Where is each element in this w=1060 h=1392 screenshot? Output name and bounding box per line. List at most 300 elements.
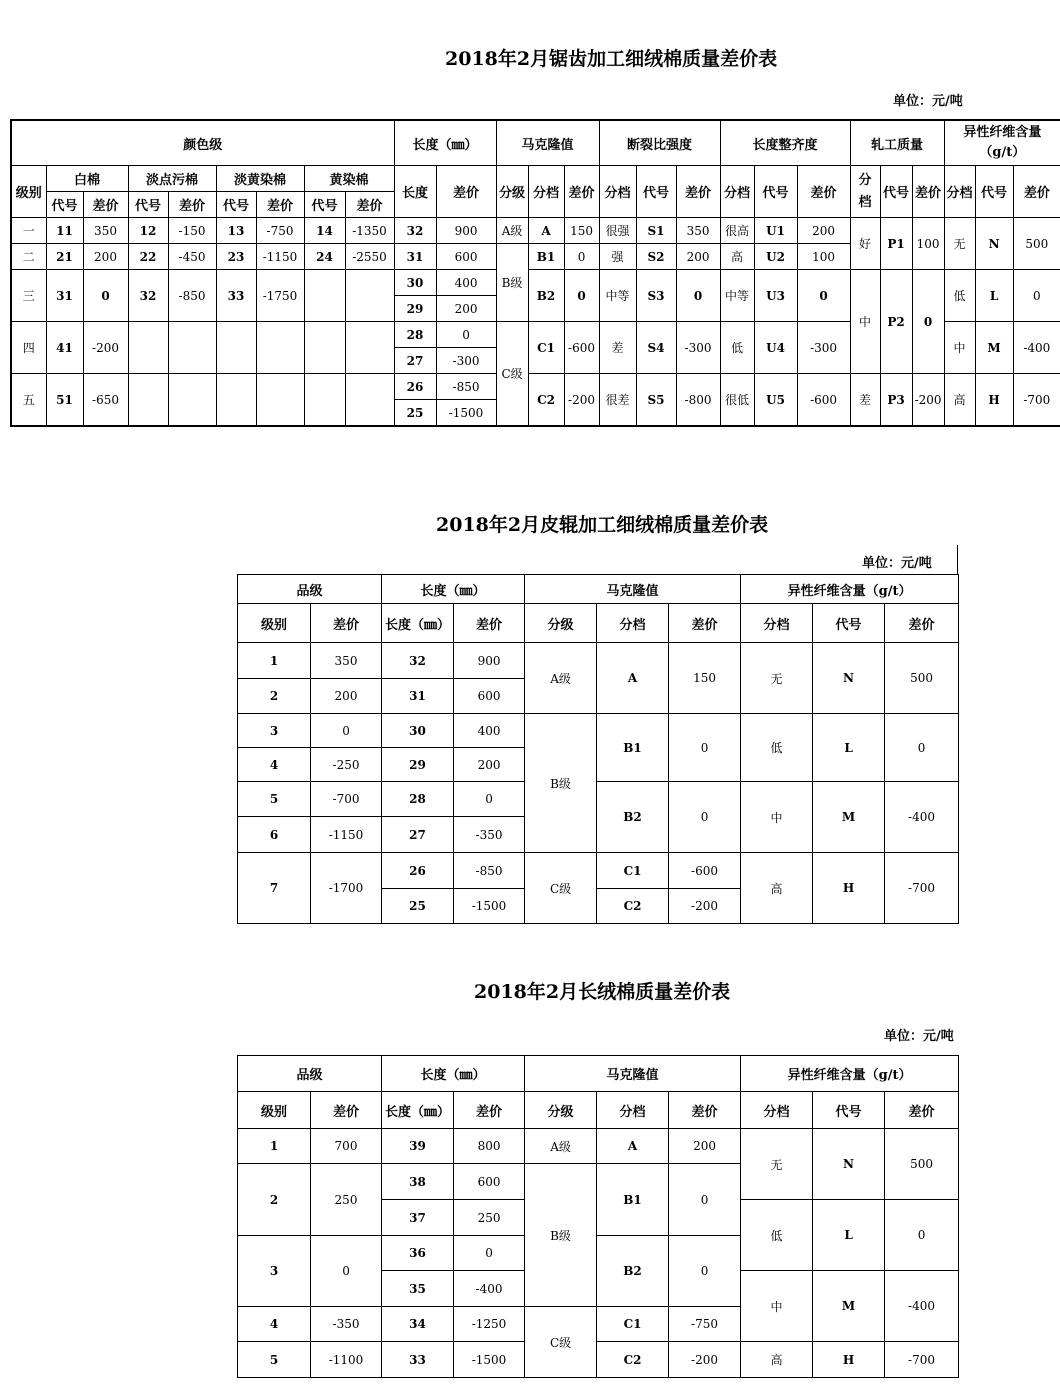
light-yellow-diff-header: 差价 — [256, 192, 304, 218]
strength-diff-cell: 0 — [676, 270, 720, 322]
spotted-diff-cell: -150 — [168, 218, 216, 244]
length-cell: 25 — [382, 889, 454, 924]
spotted-diff-cell: -850 — [168, 270, 216, 322]
length-cell: 38 — [382, 1164, 454, 1200]
length-cell: 33 — [382, 1342, 454, 1378]
mic-diff-cell: -600 — [564, 322, 599, 374]
foreign-level-cell: 低 — [741, 1200, 813, 1271]
foreign-code-header: 代号 — [813, 1092, 885, 1129]
foreign-code-cell: N — [975, 218, 1013, 270]
mic-class-header: 分级 — [496, 166, 528, 218]
length-group-header: 长度（㎜） — [382, 575, 525, 604]
length-diff-cell: 0 — [454, 782, 525, 817]
table-row — [11, 374, 1060, 400]
light-yellow-code-empty — [216, 374, 256, 427]
mic-level-cell: C1 — [597, 1307, 669, 1342]
length-diff-cell: 250 — [454, 1200, 525, 1236]
ginning-level-cell: 中 — [850, 270, 880, 374]
light-yellow-cotton-header: 淡黄染棉 — [216, 166, 304, 192]
foreign-level-cell: 无 — [741, 1129, 813, 1200]
white-diff-cell: 350 — [83, 218, 128, 244]
yellow-code-empty — [304, 374, 345, 427]
long-table-title: 2018年2月长绒棉质量差价表 — [474, 981, 731, 1003]
foreign-fiber-header-line1: 异性纤维含量 — [963, 125, 1042, 140]
foreign-code-cell: M — [813, 1271, 885, 1342]
strength-level-header: 分档 — [599, 166, 636, 218]
length-diff-header: 差价 — [436, 166, 496, 218]
mic-diff-cell: 0 — [669, 1236, 741, 1307]
white-diff-cell: 200 — [83, 244, 128, 270]
foreign-level-header: 分档 — [741, 604, 813, 643]
white-diff-cell: -650 — [83, 374, 128, 427]
mic-class-cell: C级 — [496, 322, 528, 427]
mic-group-header: 马克隆值 — [525, 1056, 741, 1092]
foreign-diff-header: 差价 — [885, 1092, 959, 1129]
grade-cell: 2 — [238, 1164, 311, 1236]
length-diff-cell: -850 — [454, 853, 525, 889]
foreign-diff-cell: -700 — [885, 1342, 959, 1378]
grade-diff-header: 差价 — [311, 604, 382, 643]
strength-diff-cell: 350 — [676, 218, 720, 244]
yellow-cotton-header: 黄染棉 — [304, 166, 394, 192]
uniformity-code-cell: U4 — [754, 322, 797, 374]
light-yellow-diff-cell: -1150 — [256, 244, 304, 270]
mic-class-header: 分级 — [525, 604, 597, 643]
mic-group-header: 马克隆值 — [525, 575, 741, 604]
length-diff-cell: 0 — [454, 1236, 525, 1271]
grade-diff-cell: -350 — [311, 1307, 382, 1342]
grade-header: 级别 — [11, 166, 46, 218]
table-row — [238, 714, 959, 748]
light-yellow-diff-empty — [256, 322, 304, 374]
ginning-level-header-line2: 档 — [858, 194, 872, 210]
light-yellow-code-cell: 23 — [216, 244, 256, 270]
strength-diff-cell: 200 — [676, 244, 720, 270]
length-cell: 27 — [394, 348, 436, 374]
strength-level-cell: 很差 — [599, 374, 636, 427]
ginning-diff-cell: -200 — [912, 374, 944, 427]
grade-cell: 二 — [11, 244, 46, 270]
foreign-code-cell: L — [813, 714, 885, 782]
mic-diff-cell: -200 — [564, 374, 599, 427]
foreign-diff-cell: 0 — [1013, 270, 1060, 322]
ginning-diff-cell: 0 — [912, 270, 944, 374]
uniformity-level-cell: 中等 — [720, 270, 754, 322]
foreign-level-cell: 高 — [741, 1342, 813, 1378]
strength-code-cell: S5 — [636, 374, 676, 427]
grade-diff-cell: -700 — [311, 782, 382, 817]
roller-table-title: 2018年2月皮辊加工细绒棉质量差价表 — [436, 514, 769, 536]
light-yellow-code-header: 代号 — [216, 192, 256, 218]
length-diff-cell: 800 — [454, 1129, 525, 1164]
ginning-code-header: 代号 — [880, 166, 912, 218]
table-row — [238, 1129, 959, 1164]
length-cell: 32 — [394, 218, 436, 244]
foreign-code-header: 代号 — [975, 166, 1013, 218]
light-yellow-diff-cell: -750 — [256, 218, 304, 244]
foreign-code-cell: L — [975, 270, 1013, 322]
mic-level-cell: C1 — [528, 322, 564, 374]
strength-code-cell: S2 — [636, 244, 676, 270]
length-cell: 26 — [394, 374, 436, 400]
yellow-code-empty — [304, 270, 345, 322]
mic-level-cell: C2 — [528, 374, 564, 427]
grade-diff-cell: 700 — [311, 1129, 382, 1164]
color-grade-header: 颜色级 — [11, 120, 394, 166]
length-diff-cell: 200 — [436, 296, 496, 322]
table-row — [238, 853, 959, 889]
strength-level-cell: 强 — [599, 244, 636, 270]
ginning-level-cell: 差 — [850, 374, 880, 427]
mic-level-cell: A — [597, 643, 669, 714]
mic-diff-header: 差价 — [669, 1092, 741, 1129]
grade-cell: 6 — [238, 817, 311, 853]
spotted-code-empty — [128, 322, 168, 374]
saw-table-unit: 单位：元/吨 — [893, 94, 963, 109]
white-cotton-header: 白棉 — [46, 166, 128, 192]
roller-table-unit: 单位：元/吨 — [862, 556, 932, 571]
foreign-diff-cell: 500 — [885, 1129, 959, 1200]
foreign-diff-cell: -700 — [885, 853, 959, 924]
yellow-code-empty — [304, 322, 345, 374]
uniformity-level-header: 分档 — [720, 166, 754, 218]
grade-cell: 1 — [238, 1129, 311, 1164]
grade-cell: 一 — [11, 218, 46, 244]
length-diff-cell: -400 — [454, 1271, 525, 1307]
white-diff-header: 差价 — [83, 192, 128, 218]
spotted-code-empty — [128, 374, 168, 427]
light-yellow-code-cell: 33 — [216, 270, 256, 322]
uniformity-diff-cell: -300 — [797, 322, 850, 374]
spotted-code-cell: 32 — [128, 270, 168, 322]
strength-level-cell: 很强 — [599, 218, 636, 244]
ginning-diff-cell: 100 — [912, 218, 944, 270]
grade-cell: 3 — [238, 1236, 311, 1307]
grade-cell: 四 — [11, 322, 46, 374]
mic-class-cell: B级 — [496, 244, 528, 322]
length-diff-cell: 600 — [454, 679, 525, 714]
mic-level-cell: B2 — [597, 1236, 669, 1307]
ginning-level-header-line1: 分 — [858, 172, 872, 188]
long-price-table — [237, 1055, 959, 1378]
foreign-code-cell: H — [975, 374, 1013, 427]
length-diff-cell: 200 — [454, 748, 525, 782]
foreign-level-cell: 高 — [944, 374, 975, 427]
spotted-diff-empty — [168, 374, 216, 427]
foreign-diff-cell: -400 — [885, 1271, 959, 1342]
table-row — [238, 1342, 959, 1378]
light-yellow-code-cell: 13 — [216, 218, 256, 244]
white-diff-cell: 0 — [83, 270, 128, 322]
strength-diff-cell: -800 — [676, 374, 720, 427]
yellow-diff-cell: -2550 — [345, 244, 394, 270]
length-cell: 25 — [394, 400, 436, 427]
length-diff-cell: -1500 — [454, 889, 525, 924]
grade-diff-cell: -1100 — [311, 1342, 382, 1378]
foreign-code-cell: N — [813, 643, 885, 714]
header-row-2 — [238, 1092, 959, 1129]
spotted-code-header: 代号 — [128, 192, 168, 218]
mic-level-cell: B2 — [528, 270, 564, 322]
ginning-diff-header: 差价 — [912, 166, 944, 218]
grade-diff-cell: 200 — [311, 679, 382, 714]
grade-cell: 4 — [238, 748, 311, 782]
mic-class-cell: C级 — [525, 1307, 597, 1378]
foreign-code-cell: M — [975, 322, 1013, 374]
length-diff-cell: 400 — [436, 270, 496, 296]
uniformity-code-cell: U5 — [754, 374, 797, 427]
grade-cell: 7 — [238, 853, 311, 924]
foreign-code-header: 代号 — [813, 604, 885, 643]
length-cell: 30 — [394, 270, 436, 296]
mic-level-cell: B1 — [597, 1164, 669, 1236]
uniformity-diff-cell: 0 — [797, 270, 850, 322]
grade-diff-cell: 0 — [311, 714, 382, 748]
length-diff-cell: -1250 — [454, 1307, 525, 1342]
length-diff-header: 差价 — [454, 604, 525, 643]
length-diff-header: 差价 — [454, 1092, 525, 1129]
saw-table-title: 2018年2月锯齿加工细绒棉质量差价表 — [445, 48, 778, 70]
length-diff-cell: 600 — [436, 244, 496, 270]
strength-diff-cell: -300 — [676, 322, 720, 374]
foreign-diff-cell: 0 — [885, 1200, 959, 1271]
uniformity-level-cell: 很低 — [720, 374, 754, 427]
strength-level-cell: 中等 — [599, 270, 636, 322]
length-diff-cell: -1500 — [436, 400, 496, 427]
grade-diff-header: 差价 — [311, 1092, 382, 1129]
mic-diff-cell: 150 — [564, 218, 599, 244]
foreign-level-cell: 中 — [741, 1271, 813, 1342]
foreign-diff-cell: -700 — [1013, 374, 1060, 427]
length-cell: 39 — [382, 1129, 454, 1164]
mic-class-cell: A级 — [525, 643, 597, 714]
uniformity-code-cell: U2 — [754, 244, 797, 270]
long-table-unit: 单位：元/吨 — [884, 1029, 954, 1044]
uniformity-level-cell: 很高 — [720, 218, 754, 244]
mic-level-cell: C1 — [597, 853, 669, 889]
foreign-diff-cell: 0 — [885, 714, 959, 782]
mic-level-cell: C2 — [597, 1342, 669, 1378]
length-cell: 31 — [394, 244, 436, 270]
grade-cell: 5 — [238, 1342, 311, 1378]
length-diff-cell: 400 — [454, 714, 525, 748]
mic-class-cell: C级 — [525, 853, 597, 924]
mic-class-cell: A级 — [496, 218, 528, 244]
length-diff-cell: 0 — [436, 322, 496, 348]
yellow-code-cell: 24 — [304, 244, 345, 270]
foreign-level-cell: 中 — [741, 782, 813, 853]
grade-cell: 三 — [11, 270, 46, 322]
strength-code-cell: S3 — [636, 270, 676, 322]
strength-code-header: 代号 — [636, 166, 676, 218]
mic-level-cell: A — [597, 1129, 669, 1164]
length-cell: 28 — [382, 782, 454, 817]
length-cell: 29 — [394, 296, 436, 322]
foreign-code-cell: M — [813, 782, 885, 853]
grade-cell: 3 — [238, 714, 311, 748]
spotted-diff-empty — [168, 322, 216, 374]
mic-diff-cell: -200 — [669, 1342, 741, 1378]
foreign-diff-cell: -400 — [885, 782, 959, 853]
yellow-code-header: 代号 — [304, 192, 345, 218]
foreign-diff-header: 差价 — [1013, 166, 1060, 218]
mic-level-header: 分档 — [597, 1092, 669, 1129]
uniformity-code-cell: U3 — [754, 270, 797, 322]
grade-cell: 5 — [238, 782, 311, 817]
ginning-level-header — [850, 166, 880, 218]
mic-diff-cell: 0 — [669, 714, 741, 782]
header-row-2 — [11, 166, 1060, 192]
length-cell: 29 — [382, 748, 454, 782]
light-yellow-diff-empty — [256, 374, 304, 427]
spotted-code-cell: 12 — [128, 218, 168, 244]
length-sub-header: 长度 — [394, 166, 436, 218]
uniformity-level-cell: 低 — [720, 322, 754, 374]
grade-group-header: 品级 — [238, 1056, 382, 1092]
header-row-2 — [238, 604, 959, 643]
mic-class-header: 分级 — [525, 1092, 597, 1129]
foreign-level-cell: 低 — [741, 714, 813, 782]
spotted-diff-cell: -450 — [168, 244, 216, 270]
uniformity-code-header: 代号 — [754, 166, 797, 218]
mic-diff-cell: -600 — [669, 853, 741, 889]
length-diff-cell: -350 — [454, 817, 525, 853]
length-cell: 36 — [382, 1236, 454, 1271]
grade-cell: 2 — [238, 679, 311, 714]
mic-class-cell: A级 — [525, 1129, 597, 1164]
grade-cell: 4 — [238, 1307, 311, 1342]
table-row — [238, 643, 959, 679]
roller-price-table — [237, 574, 959, 924]
ginning-code-cell: P3 — [880, 374, 912, 427]
length-cell: 30 — [382, 714, 454, 748]
foreign-fiber-header-line2: （g/t） — [979, 145, 1026, 160]
ginning-level-cell: 好 — [850, 218, 880, 270]
uniformity-diff-cell: 200 — [797, 218, 850, 244]
length-diff-cell: -850 — [436, 374, 496, 400]
mic-diff-cell: 0 — [564, 270, 599, 322]
strength-code-cell: S1 — [636, 218, 676, 244]
white-code-cell: 21 — [46, 244, 83, 270]
foreign-fiber-header — [944, 120, 1060, 166]
mic-level-header: 分档 — [597, 604, 669, 643]
uniformity-diff-cell: 100 — [797, 244, 850, 270]
foreign-level-header: 分档 — [944, 166, 975, 218]
header-row-1 — [11, 120, 1060, 166]
uniformity-code-cell: U1 — [754, 218, 797, 244]
length-cell: 27 — [382, 817, 454, 853]
table-row — [238, 782, 959, 817]
foreign-group-header: 异性纤维含量（g/t） — [741, 1056, 959, 1092]
grade-diff-cell: 350 — [311, 643, 382, 679]
foreign-level-header: 分档 — [741, 1092, 813, 1129]
mic-level-cell: B1 — [528, 244, 564, 270]
yellow-diff-header: 差价 — [345, 192, 394, 218]
foreign-diff-cell: -400 — [1013, 322, 1060, 374]
foreign-code-cell: H — [813, 853, 885, 924]
mic-diff-cell: -200 — [669, 889, 741, 924]
mic-level-cell: B1 — [597, 714, 669, 782]
mic-diff-cell: -750 — [669, 1307, 741, 1342]
grade-diff-cell: -1700 — [311, 853, 382, 924]
grade-header: 级别 — [238, 1092, 311, 1129]
white-diff-cell: -200 — [83, 322, 128, 374]
mic-level-header: 分档 — [528, 166, 564, 218]
length-cell: 32 — [382, 643, 454, 679]
length-diff-cell: -1500 — [454, 1342, 525, 1378]
ginning-code-cell: P1 — [880, 218, 912, 270]
mic-class-cell: B级 — [525, 714, 597, 853]
table-row — [11, 270, 1060, 296]
mic-diff-cell: 150 — [669, 643, 741, 714]
light-yellow-diff-cell: -1750 — [256, 270, 304, 322]
length-cell: 28 — [394, 322, 436, 348]
mic-level-cell: C2 — [597, 889, 669, 924]
strength-header: 断裂比强度 — [599, 120, 720, 166]
grade-diff-cell: -250 — [311, 748, 382, 782]
white-code-header: 代号 — [46, 192, 83, 218]
grade-group-header: 品级 — [238, 575, 382, 604]
length-cell: 35 — [382, 1271, 454, 1307]
foreign-level-cell: 低 — [944, 270, 975, 322]
strength-code-cell: S4 — [636, 322, 676, 374]
length-header: 长度（㎜） — [382, 1092, 454, 1129]
white-code-cell: 11 — [46, 218, 83, 244]
length-group-header: 长度（㎜） — [382, 1056, 525, 1092]
spotted-code-cell: 22 — [128, 244, 168, 270]
mic-diff-header: 差价 — [669, 604, 741, 643]
yellow-diff-empty — [345, 322, 394, 374]
mic-level-cell: A — [528, 218, 564, 244]
grade-cell: 1 — [238, 643, 311, 679]
yellow-code-cell: 14 — [304, 218, 345, 244]
uniformity-level-cell: 高 — [720, 244, 754, 270]
yellow-diff-empty — [345, 374, 394, 427]
foreign-diff-header: 差价 — [885, 604, 959, 643]
yellow-diff-empty — [345, 270, 394, 322]
spotted-diff-header: 差价 — [168, 192, 216, 218]
length-cell: 31 — [382, 679, 454, 714]
length-cell: 37 — [382, 1200, 454, 1236]
length-diff-cell: -300 — [436, 348, 496, 374]
foreign-group-header: 异性纤维含量（g/t） — [741, 575, 959, 604]
mic-diff-cell: 0 — [564, 244, 599, 270]
foreign-level-cell: 中 — [944, 322, 975, 374]
white-code-cell: 31 — [46, 270, 83, 322]
grade-diff-cell: 0 — [311, 1236, 382, 1307]
length-header: 长度（㎜） — [382, 604, 454, 643]
uniformity-diff-cell: -600 — [797, 374, 850, 427]
header-row-1 — [238, 575, 959, 604]
foreign-code-cell: N — [813, 1129, 885, 1200]
foreign-code-cell: H — [813, 1342, 885, 1378]
grade-cell: 五 — [11, 374, 46, 427]
uniformity-header: 长度整齐度 — [720, 120, 850, 166]
white-code-cell: 51 — [46, 374, 83, 427]
length-cell: 34 — [382, 1307, 454, 1342]
foreign-diff-cell: 500 — [885, 643, 959, 714]
length-diff-cell: 600 — [454, 1164, 525, 1200]
grade-diff-cell: -1150 — [311, 817, 382, 853]
yellow-diff-cell: -1350 — [345, 218, 394, 244]
uniformity-diff-header: 差价 — [797, 166, 850, 218]
micronaire-header: 马克隆值 — [496, 120, 599, 166]
foreign-level-cell: 无 — [944, 218, 975, 270]
mic-diff-cell: 200 — [669, 1129, 741, 1164]
mic-diff-header: 差价 — [564, 166, 599, 218]
length-header: 长度（㎜） — [394, 120, 496, 166]
light-yellow-code-empty — [216, 322, 256, 374]
